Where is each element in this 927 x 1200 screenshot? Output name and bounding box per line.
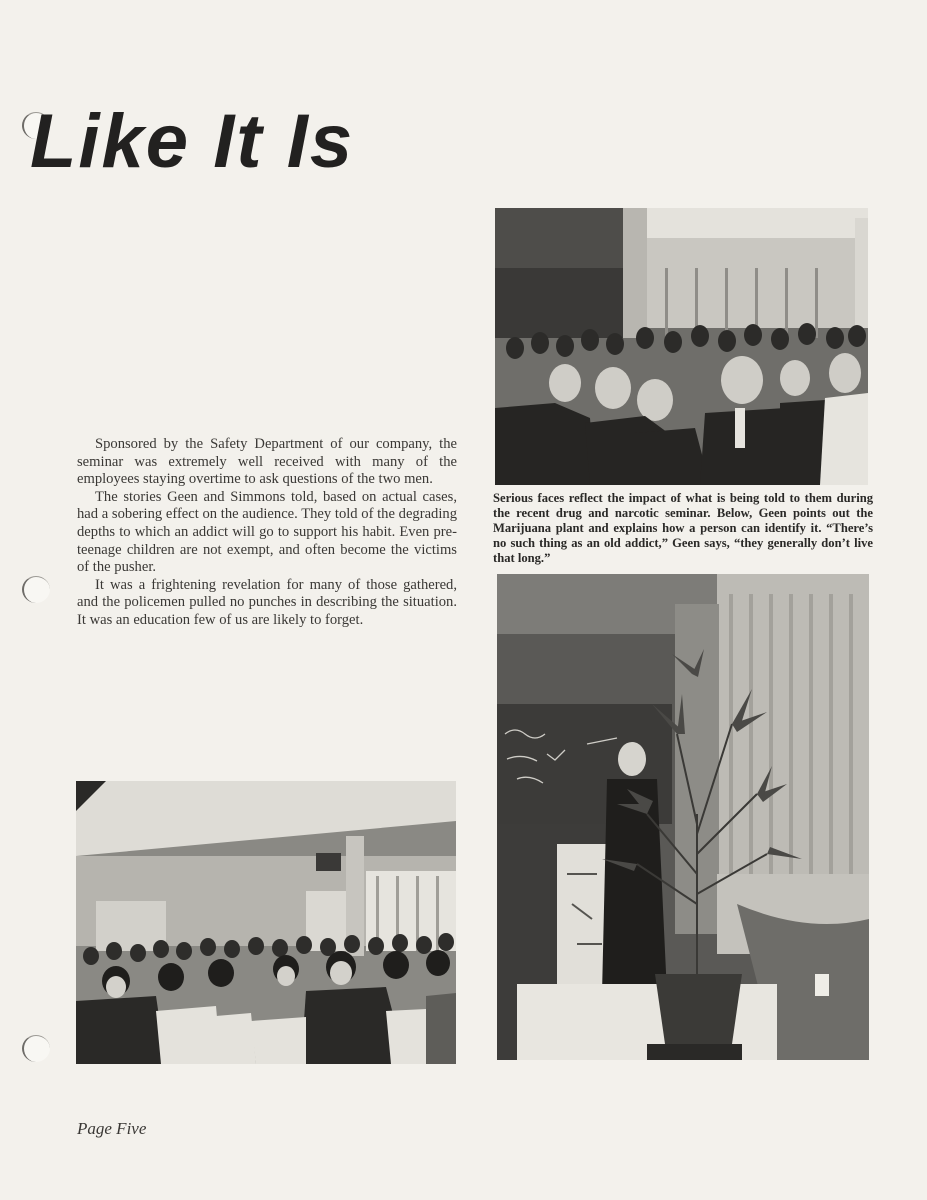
article-body xyxy=(77,436,457,630)
headline: Like It Is xyxy=(30,99,355,184)
article-paragraph: The stories Geen and Simmons told, based on actual cases, had a sobering effect on the audience. They told of the degrading depths to which an addict will go to support his habit. Even pre-teenage children are not exempt, and often become the victims of the pusher. xyxy=(77,488,457,576)
page-number: Page Five xyxy=(77,1119,147,1138)
photo-caption: Serious faces reflect the impact of what is being told to them during the recent drug and narcotic seminar. Below, Geen points out the Marijuana plant and explains how a person can identify it. “There’s no such thing as an old addict,” Geen says, “they generally don’t live that long.” xyxy=(493,491,873,565)
article-paragraph: It was a frightening revelation for many of those gathered, and the policemen pulled no punches in describing the situation. It was an education few of us are likely to forget. xyxy=(77,576,457,628)
article-paragraph: Sponsored by the Safety Department of our company, the seminar was extremely well received with many of the employees staying overtime to ask questions of the two men. xyxy=(77,436,457,488)
audience-photo-bottom xyxy=(76,781,456,1064)
punch-hole-middle xyxy=(22,576,50,603)
speaker-plant-photo xyxy=(497,574,869,1060)
audience-photo-top xyxy=(495,208,868,485)
punch-hole-bottom xyxy=(22,1035,50,1062)
